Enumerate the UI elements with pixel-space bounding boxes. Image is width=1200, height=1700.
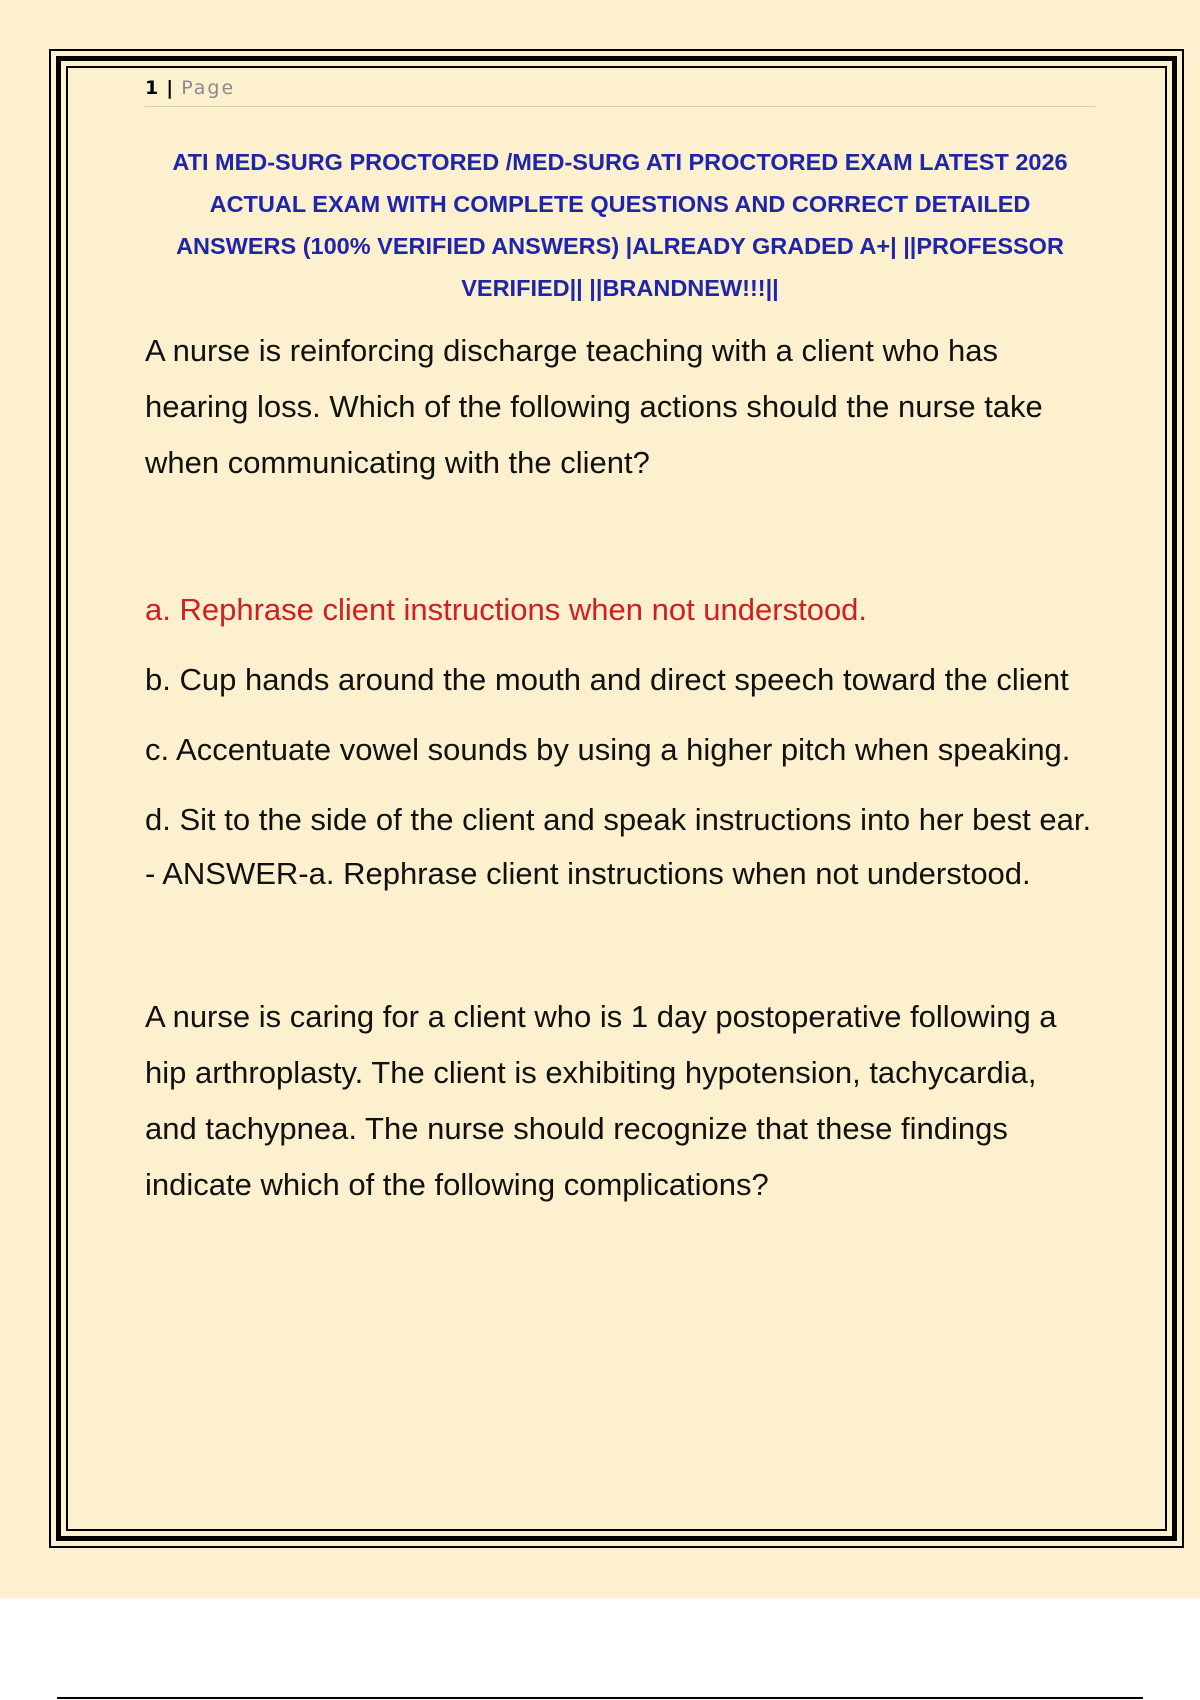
option-a-correct: a. Rephrase client instructions when not understood. [145,592,868,627]
page-content [145,70,1095,1213]
question-1-options [145,583,1095,901]
title-line: ANSWERS (100% VERIFIED ANSWERS) |ALREADY GRADED A+| ||PROFESSOR [176,233,1064,259]
question-1-text: A nurse is reinforcing discharge teaching with a client who has hearing loss. Which of the following actions should the nurse take when communicating with the client? [145,333,1043,480]
title-line: ACTUAL EXAM WITH COMPLETE QUESTIONS AND CORRECT DETAILED [209,191,1031,217]
option-c: c. Accentuate vowel sounds by using a higher pitch when speaking. [145,732,1071,767]
option-d-with-answer: d. Sit to the side of the client and speak instructions into her best ear. - ANSWER-a. Rephrase client instructions when not understood. [145,802,1092,891]
page-number: 1 [145,77,161,99]
title-line: ATI MED-SURG PROCTORED /MED-SURG ATI PROCTORED EXAM LATEST 2026 [172,149,1068,175]
document-title [145,141,1095,309]
question-2-text: A nurse is caring for a client who is 1 day postoperative following a hip arthroplasty. The client is exhibiting hypotension, tachycardia, and tachypnea. The nurse should recognize that these findings indicate which of the following complications? [145,999,1057,1202]
next-page-top-rule [57,1697,1143,1699]
page-word: Page [181,77,236,99]
title-line: VERIFIED|| ||BRANDNEW!!!|| [461,275,779,301]
page-separator: | [166,77,176,99]
option-b: b. Cup hands around the mouth and direct speech toward the client [145,662,1069,697]
page-header [145,70,1095,107]
